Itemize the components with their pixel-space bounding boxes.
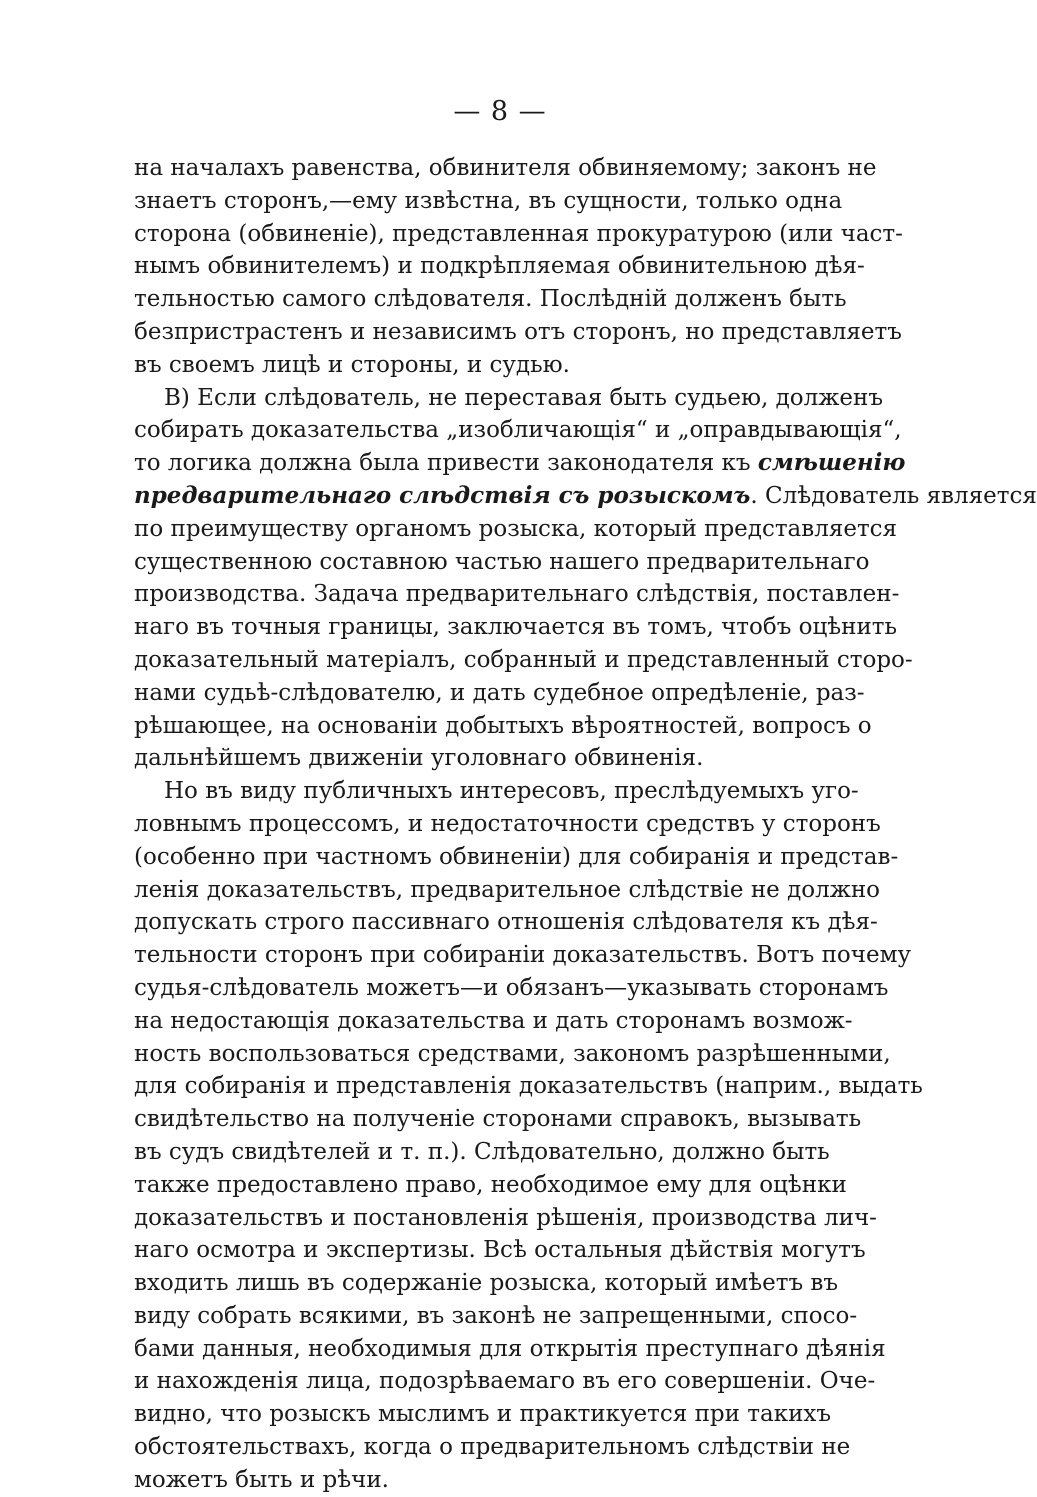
text-line (134, 480, 1037, 513)
paragraph-2 (134, 382, 1037, 776)
text-line: въ своемъ лицѣ и стороны, и судью. (134, 351, 570, 378)
paragraph-1 (134, 152, 903, 382)
text-line: дальнѣйшемъ движеніи уголовнаго обвиненія. (134, 745, 704, 772)
text-line: (особенно при частномъ обвиненіи) для собиранія и представ- (134, 843, 899, 870)
text-line: въ судъ свидѣтелей и т. п.). Слѣдовательно, должно быть (134, 1138, 830, 1165)
text-line: наго осмотра и экспертизы. Всѣ остальныя дѣйствія могутъ (134, 1237, 866, 1264)
text-line: ленія доказательствъ, предварительное слѣдствіе не должно (134, 876, 881, 903)
text-line: на недостающія доказательства и дать сторонамъ возмож- (134, 1007, 853, 1034)
text-line: сторона (обвиненіе), представленная прокуратурою (или част- (134, 220, 903, 247)
text-line: знаетъ сторонъ,—ему извѣстна, въ сущности, только одна (134, 187, 843, 214)
text-line: рѣшающее, на основаніи добытыхъ вѣроятностей, вопросъ о (134, 712, 872, 739)
text-line: по преимуществу органомъ розыска, который представляется (134, 515, 898, 542)
paragraph-3 (134, 775, 923, 1497)
text-line: обстоятельствахъ, когда о предварительномъ слѣдствіи не (134, 1434, 851, 1461)
text-line-part: . Слѣдователь является (750, 482, 1037, 509)
text-line: виду собрать всякими, въ законѣ не запрещенными, спосо- (134, 1302, 858, 1329)
text-line: ность воспользоваться средствами, закономъ разрѣшенными, (134, 1040, 891, 1067)
text-line: наго въ точныя границы, заключается въ томъ, чтобъ оцѣнить (134, 614, 898, 641)
text-line: также предоставлено право, необходимое ему для оцѣнки (134, 1171, 847, 1198)
text-line: судья-слѣдователь можетъ—и обязанъ—указывать сторонамъ (134, 974, 889, 1001)
text-line: входить лишь въ содержаніе розыска, который имѣетъ въ (134, 1270, 838, 1297)
text-line: доказательный матеріалъ, собранный и представленный сторо- (134, 646, 913, 673)
page-number: — 8 — (453, 96, 547, 127)
text-line: доказательствъ и постановленія рѣшенія, производства лич- (134, 1204, 877, 1231)
emphasized-text: предварительнаго слѣдствія съ розыскомъ (134, 481, 751, 509)
text-line: и нахожденія лица, подозрѣваемаго въ его совершеніи. Оче- (134, 1368, 876, 1395)
text-line: производства. Задача предварительнаго слѣдствія, поставлен- (134, 581, 900, 608)
text-line: тельностью самого слѣдователя. Послѣдній долженъ быть (134, 286, 847, 313)
text-line: бами данныя, необходимыя для открытія преступнаго дѣянія (134, 1335, 886, 1362)
text-line: допускать строго пассивнаго отношенія слѣдователя къ дѣя- (134, 909, 878, 936)
text-line: безпристрастенъ и независимъ отъ сторонъ, но представляетъ (134, 318, 902, 345)
text-line: собирать доказательства „изобличающія“ и „оправдывающія“, (134, 417, 902, 444)
text-line: ловнымъ процессомъ, и недостаточности средствъ у сторонъ (134, 810, 881, 837)
text-line: можетъ быть и рѣчи. (134, 1466, 389, 1493)
text-line: тельности сторонъ при собираніи доказательствъ. Вотъ почему (134, 942, 912, 969)
body-text (134, 152, 1037, 1497)
text-line (134, 447, 906, 480)
text-line: на началахъ равенства, обвинителя обвиняемому; законъ не (134, 155, 877, 181)
text-line: В) Если слѣдователь, не переставая быть судьею, долженъ (164, 384, 883, 411)
text-line-part: то логика должна была привести законодателя къ (134, 450, 758, 477)
emphasized-text: смѣшенію (757, 449, 906, 477)
text-line: видно, что розыскъ мыслимъ и практикуется при такихъ (134, 1401, 832, 1428)
text-line: нами судьѣ-слѣдователю, и дать судебное опредѣленіе, раз- (134, 679, 865, 706)
text-line: для собиранія и представленія доказательствъ (наприм., выдать (134, 1073, 923, 1100)
text-line: Но въ виду публичныхъ интересовъ, преслѣдуемыхъ уго- (164, 778, 859, 805)
text-line: нымъ обвинителемъ) и подкрѣпляемая обвинительною дѣя- (134, 253, 865, 280)
text-line: существенною составною частью нашего предварительнаго (134, 548, 870, 575)
text-line: свидѣтельство на полученіе сторонами справокъ, вызывать (134, 1106, 862, 1133)
